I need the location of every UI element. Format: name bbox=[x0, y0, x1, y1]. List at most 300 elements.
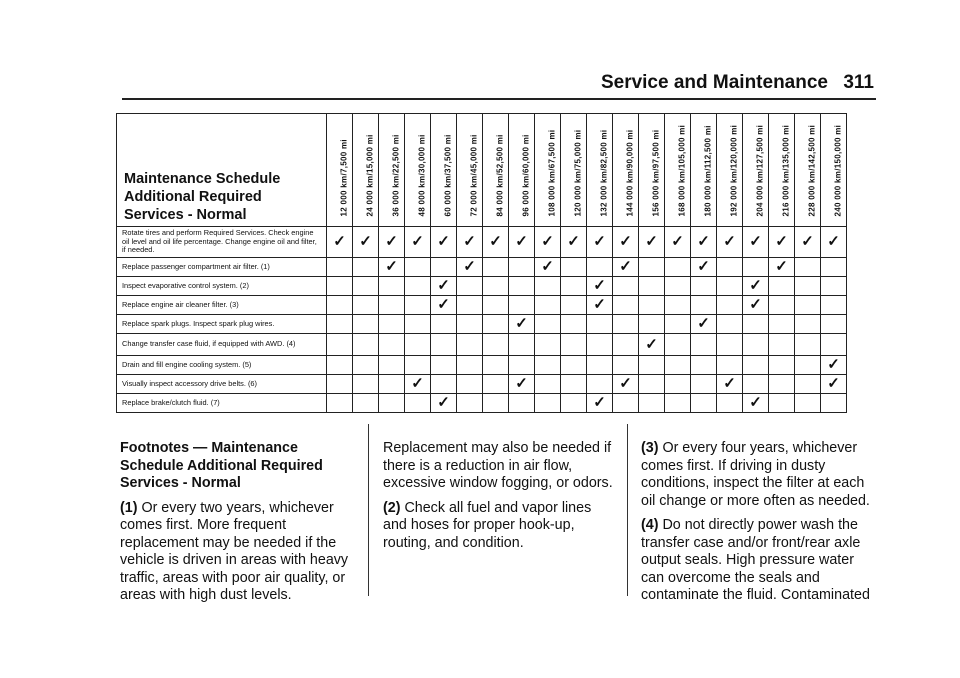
interval-cell bbox=[639, 334, 665, 356]
interval-cell bbox=[379, 375, 405, 394]
interval-header bbox=[379, 114, 405, 227]
footnote-number: (1) bbox=[120, 499, 138, 516]
service-row bbox=[117, 394, 847, 413]
interval-cell bbox=[665, 315, 691, 334]
interval-cell bbox=[353, 277, 379, 296]
interval-cell bbox=[691, 356, 717, 375]
interval-cell bbox=[665, 258, 691, 277]
interval-cell bbox=[561, 394, 587, 413]
footnotes-column-2 bbox=[383, 440, 619, 559]
interval-header bbox=[769, 114, 795, 227]
interval-cell bbox=[639, 258, 665, 277]
footnote-number: (3) bbox=[641, 440, 659, 456]
interval-cell bbox=[639, 277, 665, 296]
interval-cell bbox=[639, 394, 665, 413]
check-mark-icon: ✓ bbox=[827, 356, 840, 373]
footnote-number: (2) bbox=[383, 499, 401, 516]
service-task: Change transfer case fluid, if equipped with AWD. (4) bbox=[117, 334, 327, 356]
check-mark-icon: ✓ bbox=[723, 233, 736, 250]
interval-label: 216 000 km/135,000 mi bbox=[781, 124, 790, 217]
interval-cell bbox=[405, 356, 431, 375]
interval-header bbox=[613, 114, 639, 227]
interval-header bbox=[353, 114, 379, 227]
interval-cell bbox=[535, 394, 561, 413]
interval-cell bbox=[613, 296, 639, 315]
service-row bbox=[117, 227, 847, 258]
check-mark-icon: ✓ bbox=[775, 233, 788, 250]
interval-cell bbox=[379, 356, 405, 375]
interval-label: 156 000 km/97,500 mi bbox=[651, 129, 660, 217]
check-mark-icon: ✓ bbox=[411, 233, 424, 250]
interval-cell bbox=[379, 296, 405, 315]
column-divider bbox=[368, 424, 369, 596]
interval-cell bbox=[561, 296, 587, 315]
interval-header bbox=[639, 114, 665, 227]
interval-cell bbox=[379, 334, 405, 356]
interval-cell bbox=[613, 356, 639, 375]
check-mark-icon: ✓ bbox=[697, 315, 710, 332]
check-mark-icon: ✓ bbox=[827, 233, 840, 250]
interval-cell bbox=[561, 277, 587, 296]
schedule-title-line: Services - Normal bbox=[124, 207, 247, 223]
interval-header-row bbox=[117, 114, 847, 227]
footnote bbox=[641, 440, 877, 510]
interval-cell bbox=[561, 258, 587, 277]
interval-label: 120 000 km/75,000 mi bbox=[573, 129, 582, 217]
interval-cell bbox=[613, 227, 639, 258]
interval-cell bbox=[717, 356, 743, 375]
interval-cell bbox=[535, 315, 561, 334]
footnote bbox=[383, 500, 619, 553]
interval-cell bbox=[821, 227, 847, 258]
check-mark-icon: ✓ bbox=[645, 233, 658, 250]
interval-cell bbox=[483, 258, 509, 277]
column-divider bbox=[627, 424, 628, 596]
interval-label: 72 000 km/45,000 mi bbox=[469, 134, 478, 217]
interval-cell bbox=[405, 258, 431, 277]
interval-cell bbox=[743, 227, 769, 258]
interval-cell bbox=[795, 296, 821, 315]
footnote-text: Check all fuel and vapor lines and hoses for proper hook-up, routing, and condition. bbox=[383, 499, 592, 551]
interval-cell bbox=[587, 375, 613, 394]
interval-cell bbox=[353, 334, 379, 356]
interval-cell bbox=[717, 296, 743, 315]
interval-cell bbox=[379, 258, 405, 277]
service-task: Replace spark plugs. Inspect spark plug wires. bbox=[117, 315, 327, 334]
interval-cell bbox=[535, 375, 561, 394]
interval-cell bbox=[327, 315, 353, 334]
interval-cell bbox=[561, 315, 587, 334]
interval-cell bbox=[535, 296, 561, 315]
interval-cell bbox=[639, 296, 665, 315]
interval-cell bbox=[639, 356, 665, 375]
interval-cell bbox=[769, 356, 795, 375]
header-divider bbox=[122, 98, 876, 100]
interval-cell bbox=[769, 334, 795, 356]
interval-cell bbox=[717, 375, 743, 394]
interval-cell bbox=[795, 227, 821, 258]
interval-cell bbox=[561, 356, 587, 375]
check-mark-icon: ✓ bbox=[749, 233, 762, 250]
check-mark-icon: ✓ bbox=[593, 394, 606, 411]
interval-cell bbox=[795, 258, 821, 277]
interval-cell bbox=[561, 375, 587, 394]
check-mark-icon: ✓ bbox=[593, 296, 606, 313]
interval-cell bbox=[691, 394, 717, 413]
interval-header bbox=[561, 114, 587, 227]
service-row bbox=[117, 334, 847, 356]
interval-label: 132 000 km/82,500 mi bbox=[599, 129, 608, 217]
interval-cell bbox=[665, 334, 691, 356]
check-mark-icon: ✓ bbox=[437, 296, 450, 313]
check-mark-icon: ✓ bbox=[593, 233, 606, 250]
interval-cell bbox=[483, 315, 509, 334]
check-mark-icon: ✓ bbox=[437, 277, 450, 294]
check-mark-icon: ✓ bbox=[463, 233, 476, 250]
interval-cell bbox=[691, 227, 717, 258]
page-number: 311 bbox=[843, 72, 874, 93]
interval-cell bbox=[691, 315, 717, 334]
check-mark-icon: ✓ bbox=[333, 233, 346, 250]
footnote-number: (4) bbox=[641, 517, 659, 533]
check-mark-icon: ✓ bbox=[697, 233, 710, 250]
interval-header bbox=[717, 114, 743, 227]
interval-cell bbox=[405, 227, 431, 258]
interval-cell bbox=[587, 394, 613, 413]
interval-cell bbox=[405, 334, 431, 356]
interval-header bbox=[743, 114, 769, 227]
footnote bbox=[120, 500, 360, 605]
check-mark-icon: ✓ bbox=[489, 233, 502, 250]
interval-cell bbox=[457, 394, 483, 413]
check-mark-icon: ✓ bbox=[801, 233, 814, 250]
interval-cell bbox=[717, 277, 743, 296]
service-task: Drain and fill engine cooling system. (5) bbox=[117, 356, 327, 375]
service-row bbox=[117, 315, 847, 334]
interval-label: 36 000 km/22,500 mi bbox=[391, 134, 400, 217]
interval-cell bbox=[769, 315, 795, 334]
interval-cell bbox=[769, 296, 795, 315]
interval-cell bbox=[405, 296, 431, 315]
service-row bbox=[117, 375, 847, 394]
interval-label: 144 000 km/90,000 mi bbox=[625, 129, 634, 217]
interval-cell bbox=[769, 227, 795, 258]
interval-cell bbox=[353, 258, 379, 277]
interval-cell bbox=[353, 227, 379, 258]
interval-cell bbox=[743, 277, 769, 296]
interval-cell bbox=[821, 258, 847, 277]
interval-cell bbox=[327, 227, 353, 258]
interval-cell bbox=[431, 356, 457, 375]
footnotes-heading: Footnotes — Maintenance Schedule Additional Required Services - Normal bbox=[120, 440, 323, 491]
interval-cell bbox=[821, 296, 847, 315]
check-mark-icon: ✓ bbox=[749, 296, 762, 313]
interval-cell bbox=[327, 277, 353, 296]
interval-cell bbox=[535, 277, 561, 296]
interval-cell bbox=[483, 296, 509, 315]
interval-label: 168 000 km/105,000 mi bbox=[677, 124, 686, 217]
schedule-title-line: Maintenance Schedule bbox=[124, 171, 281, 187]
interval-cell bbox=[457, 258, 483, 277]
interval-cell bbox=[327, 356, 353, 375]
footnotes-column-3 bbox=[641, 440, 877, 612]
interval-cell bbox=[561, 334, 587, 356]
interval-cell bbox=[639, 315, 665, 334]
interval-cell bbox=[327, 296, 353, 315]
interval-header bbox=[405, 114, 431, 227]
interval-cell bbox=[769, 277, 795, 296]
check-mark-icon: ✓ bbox=[749, 277, 762, 294]
check-mark-icon: ✓ bbox=[619, 375, 632, 392]
service-task: Visually inspect accessory drive belts. (6) bbox=[117, 375, 327, 394]
interval-cell bbox=[795, 375, 821, 394]
check-mark-icon: ✓ bbox=[411, 375, 424, 392]
interval-cell bbox=[431, 375, 457, 394]
interval-cell bbox=[509, 375, 535, 394]
interval-cell bbox=[327, 375, 353, 394]
check-mark-icon: ✓ bbox=[827, 375, 840, 392]
service-row bbox=[117, 296, 847, 315]
check-mark-icon: ✓ bbox=[619, 233, 632, 250]
interval-cell bbox=[431, 315, 457, 334]
interval-cell bbox=[795, 277, 821, 296]
interval-label: 96 000 km/60,000 mi bbox=[521, 134, 530, 217]
interval-header bbox=[327, 114, 353, 227]
interval-cell bbox=[483, 394, 509, 413]
interval-cell bbox=[613, 277, 639, 296]
interval-cell bbox=[457, 375, 483, 394]
interval-cell bbox=[431, 227, 457, 258]
schedule-body bbox=[117, 227, 847, 413]
check-mark-icon: ✓ bbox=[515, 233, 528, 250]
interval-cell bbox=[769, 394, 795, 413]
interval-header bbox=[795, 114, 821, 227]
interval-label: 240 000 km/150,000 mi bbox=[833, 124, 842, 217]
interval-cell bbox=[665, 375, 691, 394]
check-mark-icon: ✓ bbox=[541, 258, 554, 275]
check-mark-icon: ✓ bbox=[359, 233, 372, 250]
interval-cell bbox=[795, 356, 821, 375]
interval-cell bbox=[327, 394, 353, 413]
interval-label: 60 000 km/37,500 mi bbox=[443, 134, 452, 217]
interval-cell bbox=[769, 258, 795, 277]
service-task: Replace passenger compartment air filter. (1) bbox=[117, 258, 327, 277]
footnote-text: Or every two years, whichever comes first. More frequent replacement may be needed if the vehicle is driven in areas with heavy traffic, areas with poor air quality, or areas with high dust levels. bbox=[120, 499, 349, 603]
interval-label: 48 000 km/30,000 mi bbox=[417, 134, 426, 217]
check-mark-icon: ✓ bbox=[697, 258, 710, 275]
interval-cell bbox=[717, 315, 743, 334]
interval-cell bbox=[509, 258, 535, 277]
interval-label: 84 000 km/52,500 mi bbox=[495, 134, 504, 217]
interval-cell bbox=[431, 296, 457, 315]
check-mark-icon: ✓ bbox=[515, 375, 528, 392]
check-mark-icon: ✓ bbox=[671, 233, 684, 250]
interval-cell bbox=[821, 394, 847, 413]
interval-cell bbox=[795, 315, 821, 334]
interval-cell bbox=[795, 334, 821, 356]
interval-cell bbox=[691, 375, 717, 394]
interval-cell bbox=[743, 258, 769, 277]
interval-cell bbox=[353, 356, 379, 375]
interval-cell bbox=[795, 394, 821, 413]
interval-cell bbox=[405, 315, 431, 334]
interval-cell bbox=[457, 296, 483, 315]
interval-cell bbox=[821, 315, 847, 334]
interval-cell bbox=[743, 315, 769, 334]
service-task: Inspect evaporative control system. (2) bbox=[117, 277, 327, 296]
interval-label: 180 000 km/112,500 mi bbox=[703, 125, 712, 217]
footnote-text: Or every four years, whichever comes first. If driving in dusty conditions, inspect the filter at each oil change or more often as needed. bbox=[641, 440, 870, 509]
interval-cell bbox=[665, 296, 691, 315]
interval-cell bbox=[717, 227, 743, 258]
interval-cell bbox=[821, 334, 847, 356]
interval-cell bbox=[457, 277, 483, 296]
schedule-title-line: Additional Required bbox=[124, 189, 262, 205]
check-mark-icon: ✓ bbox=[515, 315, 528, 332]
interval-cell bbox=[379, 227, 405, 258]
interval-cell bbox=[743, 356, 769, 375]
interval-cell bbox=[327, 258, 353, 277]
footnote-text: Replacement may also be needed if there is a reduction in air flow, excessive window fogging, or odors. bbox=[383, 440, 613, 491]
interval-label: 228 000 km/142,500 mi bbox=[807, 124, 816, 217]
interval-cell bbox=[379, 315, 405, 334]
interval-cell bbox=[587, 356, 613, 375]
interval-cell bbox=[535, 258, 561, 277]
interval-header bbox=[457, 114, 483, 227]
interval-cell bbox=[821, 375, 847, 394]
interval-cell bbox=[405, 375, 431, 394]
interval-header bbox=[665, 114, 691, 227]
interval-cell bbox=[457, 334, 483, 356]
interval-cell bbox=[587, 296, 613, 315]
service-task: Replace engine air cleaner filter. (3) bbox=[117, 296, 327, 315]
interval-cell bbox=[743, 296, 769, 315]
interval-cell bbox=[691, 277, 717, 296]
interval-cell bbox=[457, 356, 483, 375]
interval-cell bbox=[665, 356, 691, 375]
page-header bbox=[122, 72, 876, 98]
interval-cell bbox=[457, 227, 483, 258]
interval-cell bbox=[483, 356, 509, 375]
interval-label: 204 000 km/127,500 mi bbox=[755, 124, 764, 217]
interval-label: 12 000 km/7,500 mi bbox=[339, 139, 348, 217]
interval-cell bbox=[353, 375, 379, 394]
interval-cell bbox=[691, 258, 717, 277]
interval-header bbox=[691, 114, 717, 227]
interval-label: 192 000 km/120,000 mi bbox=[729, 124, 738, 217]
interval-cell bbox=[587, 277, 613, 296]
interval-cell bbox=[743, 334, 769, 356]
interval-cell bbox=[483, 334, 509, 356]
interval-cell bbox=[821, 356, 847, 375]
interval-cell bbox=[743, 375, 769, 394]
check-mark-icon: ✓ bbox=[593, 277, 606, 294]
service-task: Replace brake/clutch fluid. (7) bbox=[117, 394, 327, 413]
interval-cell bbox=[483, 227, 509, 258]
interval-cell bbox=[665, 227, 691, 258]
interval-cell bbox=[509, 227, 535, 258]
service-row bbox=[117, 356, 847, 375]
check-mark-icon: ✓ bbox=[437, 233, 450, 250]
check-mark-icon: ✓ bbox=[619, 258, 632, 275]
interval-header bbox=[821, 114, 847, 227]
service-row bbox=[117, 258, 847, 277]
interval-cell bbox=[509, 296, 535, 315]
check-mark-icon: ✓ bbox=[775, 258, 788, 275]
interval-header bbox=[587, 114, 613, 227]
interval-cell bbox=[613, 375, 639, 394]
interval-cell bbox=[587, 334, 613, 356]
interval-cell bbox=[639, 227, 665, 258]
interval-cell bbox=[587, 227, 613, 258]
service-row bbox=[117, 277, 847, 296]
check-mark-icon: ✓ bbox=[385, 233, 398, 250]
check-mark-icon: ✓ bbox=[385, 258, 398, 275]
interval-cell bbox=[717, 394, 743, 413]
interval-label: 24 000 km/15,000 mi bbox=[365, 134, 374, 217]
interval-cell bbox=[431, 334, 457, 356]
interval-cell bbox=[483, 277, 509, 296]
interval-cell bbox=[379, 394, 405, 413]
interval-cell bbox=[665, 277, 691, 296]
interval-cell bbox=[613, 334, 639, 356]
interval-cell bbox=[717, 334, 743, 356]
interval-cell bbox=[379, 277, 405, 296]
interval-cell bbox=[431, 394, 457, 413]
service-task: Rotate tires and perform Required Services. Check engine oil level and oil life percentage. Change engine oil and filter, if needed. bbox=[117, 227, 327, 258]
interval-cell bbox=[509, 394, 535, 413]
check-mark-icon: ✓ bbox=[645, 335, 658, 353]
interval-cell bbox=[691, 334, 717, 356]
interval-cell bbox=[509, 277, 535, 296]
interval-cell bbox=[353, 296, 379, 315]
interval-cell bbox=[509, 315, 535, 334]
section-title: Service and Maintenance bbox=[600, 72, 828, 93]
interval-cell bbox=[717, 258, 743, 277]
interval-cell bbox=[431, 277, 457, 296]
interval-cell bbox=[769, 375, 795, 394]
check-mark-icon: ✓ bbox=[749, 394, 762, 411]
interval-cell bbox=[535, 227, 561, 258]
interval-header bbox=[431, 114, 457, 227]
check-mark-icon: ✓ bbox=[567, 233, 580, 250]
check-mark-icon: ✓ bbox=[541, 233, 554, 250]
interval-cell bbox=[587, 258, 613, 277]
check-mark-icon: ✓ bbox=[463, 258, 476, 275]
maintenance-schedule-table bbox=[116, 113, 847, 413]
footnote-text: Do not directly power wash the transfer case and/or front/rear axle output seals. High pressure water can overcome the seals and contaminate the fluid. Contaminated bbox=[641, 517, 870, 603]
interval-cell bbox=[353, 394, 379, 413]
footnote bbox=[383, 440, 619, 493]
interval-label: 108 000 km/67,500 mi bbox=[547, 129, 556, 217]
footnote bbox=[641, 517, 877, 605]
interval-cell bbox=[613, 258, 639, 277]
interval-cell bbox=[509, 356, 535, 375]
interval-cell bbox=[431, 258, 457, 277]
interval-cell bbox=[457, 315, 483, 334]
interval-header bbox=[483, 114, 509, 227]
interval-cell bbox=[821, 277, 847, 296]
interval-cell bbox=[327, 334, 353, 356]
interval-cell bbox=[509, 334, 535, 356]
interval-cell bbox=[405, 277, 431, 296]
interval-cell bbox=[483, 375, 509, 394]
footnotes-column-1 bbox=[120, 440, 360, 612]
interval-cell bbox=[535, 356, 561, 375]
interval-cell bbox=[405, 394, 431, 413]
check-mark-icon: ✓ bbox=[437, 394, 450, 411]
interval-cell bbox=[561, 227, 587, 258]
